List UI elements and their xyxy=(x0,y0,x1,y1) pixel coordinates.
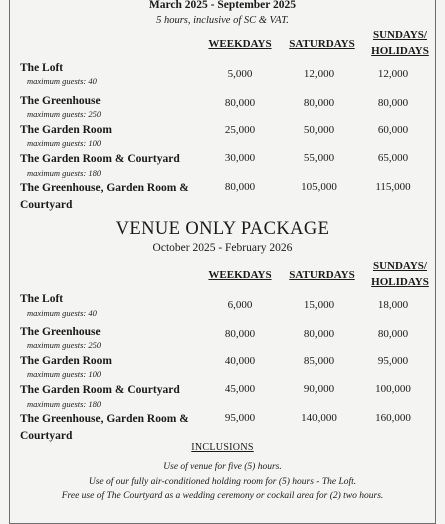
price-weekdays: 5,000 xyxy=(227,68,253,80)
price-weekdays: 80,000 xyxy=(224,328,256,340)
table1-header-weekdays: WEEKDAYS xyxy=(208,38,272,50)
package2-title: VENUE ONLY PACKAGE xyxy=(115,219,330,239)
price-sundays: 160,000 xyxy=(375,412,411,424)
venue-name: The Loft xyxy=(20,62,64,74)
venue-capacity: maximum guests: 180 xyxy=(27,168,102,178)
inclusion-item: Free use of The Courtyard as a wedding ceremony or cockail area for (2) two hours. xyxy=(61,491,384,501)
venue-name: The Greenhouse xyxy=(20,95,101,107)
price-saturdays: 85,000 xyxy=(303,355,335,367)
venue-capacity: maximum guests: 250 xyxy=(27,340,102,350)
venue-name: The Greenhouse xyxy=(20,326,101,338)
price-saturdays: 15,000 xyxy=(303,299,335,311)
table1-header-saturdays: SATURDAYS xyxy=(289,38,355,50)
price-sundays: 80,000 xyxy=(377,97,409,109)
table1-header-sundays: SUNDAYS/ HOLIDAYS xyxy=(371,29,429,57)
inclusion-item: Use of our fully air-conditioned holding room for (5) hours - The Loft. xyxy=(88,477,357,487)
inclusions-title: INCLUSIONS xyxy=(191,442,254,453)
venue-name: The Garden Room xyxy=(20,355,112,367)
venue-capacity: maximum guests: 250 xyxy=(27,109,102,119)
venue-capacity: maximum guests: 100 xyxy=(27,138,102,148)
price-saturdays: 55,000 xyxy=(303,152,335,164)
price-weekdays: 80,000 xyxy=(224,181,256,193)
price-weekdays: 25,000 xyxy=(224,124,256,136)
price-sundays: 100,000 xyxy=(375,383,411,395)
price-sundays: 65,000 xyxy=(377,152,409,164)
price-saturdays: 90,000 xyxy=(303,383,335,395)
price-sundays: 60,000 xyxy=(377,124,409,136)
venue-capacity: maximum guests: 40 xyxy=(27,308,97,318)
package2-period: October 2025 - February 2026 xyxy=(152,242,293,254)
price-saturdays: 50,000 xyxy=(303,124,335,136)
venue-name-line2: Courtyard xyxy=(20,430,73,442)
price-weekdays: 80,000 xyxy=(224,97,256,109)
inclusion-item: Use of venue for five (5) hours. xyxy=(163,462,282,472)
price-weekdays: 30,000 xyxy=(224,152,256,164)
season1-period: March 2025 - September 2025 xyxy=(148,0,297,11)
table2-header-saturdays: SATURDAYS xyxy=(289,269,355,281)
price-saturdays: 12,000 xyxy=(303,68,335,80)
table2-header-sundays: SUNDAYS/ HOLIDAYS xyxy=(371,260,429,288)
venue-name: The Greenhouse, Garden Room & xyxy=(20,413,189,425)
venue-name: The Greenhouse, Garden Room & xyxy=(20,182,189,194)
venue-capacity: maximum guests: 180 xyxy=(27,399,102,409)
price-weekdays: 6,000 xyxy=(227,299,253,311)
venue-name: The Loft xyxy=(20,293,64,305)
venue-name: The Garden Room xyxy=(20,124,112,136)
price-sundays: 115,000 xyxy=(375,181,411,193)
price-saturdays: 80,000 xyxy=(303,97,335,109)
venue-capacity: maximum guests: 100 xyxy=(27,369,102,379)
price-weekdays: 40,000 xyxy=(224,355,256,367)
price-sundays: 95,000 xyxy=(377,355,409,367)
table2-header-weekdays: WEEKDAYS xyxy=(208,269,272,281)
venue-capacity: maximum guests: 40 xyxy=(27,76,97,86)
price-saturdays: 80,000 xyxy=(303,328,335,340)
price-weekdays: 45,000 xyxy=(224,383,256,395)
price-sundays: 12,000 xyxy=(377,68,409,80)
price-weekdays: 95,000 xyxy=(224,412,256,424)
price-sundays: 80,000 xyxy=(377,328,409,340)
venue-name: The Garden Room & Courtyard xyxy=(20,153,180,165)
venue-name: The Garden Room & Courtyard xyxy=(20,384,180,396)
price-sundays: 18,000 xyxy=(377,299,409,311)
price-saturdays: 140,000 xyxy=(301,412,337,424)
season1-note: 5 hours, inclusive of SC & VAT. xyxy=(156,15,289,26)
price-saturdays: 105,000 xyxy=(301,181,337,193)
venue-name-line2: Courtyard xyxy=(20,199,73,211)
